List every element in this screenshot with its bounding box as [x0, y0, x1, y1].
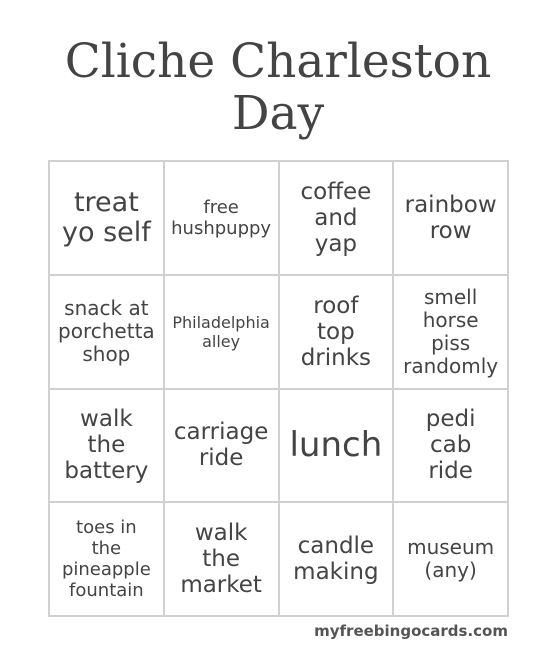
bingo-cell: toes in the pineapple fountain	[49, 502, 164, 616]
bingo-cell: coffee and yap	[279, 161, 394, 275]
page-title	[0, 36, 556, 140]
bingo-cell: roof top drinks	[279, 275, 394, 389]
bingo-cell: carriage ride	[164, 389, 279, 503]
bingo-cell: candle making	[279, 502, 394, 616]
bingo-cell: pedi cab ride	[393, 389, 508, 503]
bingo-cell: walk the market	[164, 502, 279, 616]
bingo-grid	[48, 160, 509, 617]
title-line-2: Day	[231, 86, 325, 141]
bingo-cell: lunch	[279, 389, 394, 503]
title-line-1: Cliche Charleston	[64, 34, 492, 89]
bingo-cell: smell horse piss randomly	[393, 275, 508, 389]
bingo-cell: free hushpuppy	[164, 161, 279, 275]
bingo-cell: Philadelphia alley	[164, 275, 279, 389]
bingo-cell: treat yo self	[49, 161, 164, 275]
bingo-cell: snack at porchetta shop	[49, 275, 164, 389]
site-credit: myfreebingocards.com	[314, 622, 508, 640]
bingo-cell: walk the battery	[49, 389, 164, 503]
bingo-cell: rainbow row	[393, 161, 508, 275]
bingo-cell: museum (any)	[393, 502, 508, 616]
